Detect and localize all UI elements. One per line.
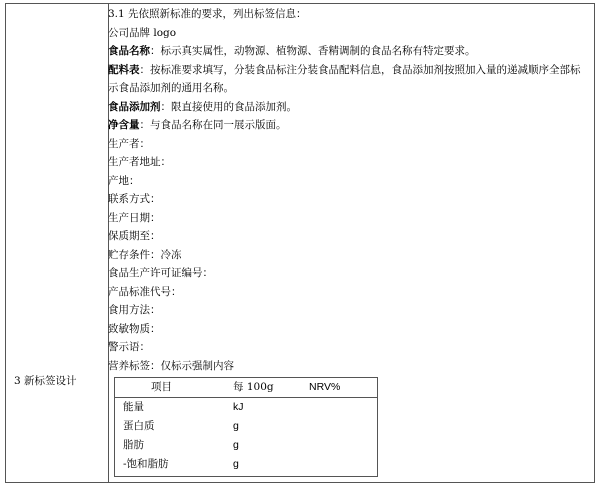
field-contact: 联系方式：	[108, 193, 161, 205]
nutrition-table-header	[115, 378, 377, 398]
nutrition-table	[114, 377, 378, 477]
field-usage: 食用方法：	[108, 304, 161, 316]
row-name: 蛋白质	[123, 420, 155, 432]
row-name: 能量	[123, 401, 144, 413]
field-storage: 贮存条件：冷冻	[108, 248, 182, 261]
table-row	[115, 455, 377, 474]
header-per-100g: 每 100g	[233, 381, 274, 393]
table-row	[115, 417, 377, 436]
ingredients-label: 配料表	[108, 63, 140, 76]
field-license-number: 食品生产许可证编号：	[108, 267, 213, 279]
field-nutrition-label: 营养标签：仅标示强制内容	[108, 359, 234, 372]
food-name-line	[108, 42, 586, 61]
additives-text: ：限直接使用的食品添加剂。	[160, 100, 297, 113]
net-content-label: 净含量	[108, 119, 140, 131]
row-unit: g	[233, 439, 239, 451]
additives-line	[108, 98, 586, 117]
header-item: 项目	[151, 381, 172, 393]
row-name: -饱和脂肪	[123, 458, 169, 470]
table-row	[115, 436, 377, 455]
field-producer: 生产者：	[108, 137, 150, 150]
ingredients-text: ：按标准要求填写，分装食品标注分装食品配料信息，食品添加剂按照加入量的递减顺序全部标示食品添加剂的通用名称。	[108, 63, 581, 94]
row-unit: kJ	[233, 401, 244, 413]
row-unit: g	[233, 420, 239, 432]
content-cell	[108, 5, 586, 375]
food-name-label: 食品名称	[108, 45, 150, 57]
net-content-text: ：与食品名称在同一展示版面。	[139, 119, 287, 131]
net-content-line	[108, 116, 586, 135]
food-name-text: ：标示真实属性，动物源、植物源、香精调制的食品名称有特定要求。	[150, 45, 476, 57]
section-label-cell	[6, 4, 109, 482]
section-label: 3 新标签设计	[14, 375, 77, 387]
ingredients-line	[108, 61, 586, 98]
field-best-before: 保质期至：	[108, 230, 161, 242]
brand-line: 公司品牌 logo	[108, 26, 177, 39]
field-producer-address: 生产者地址：	[108, 156, 171, 168]
table-row	[115, 398, 377, 417]
field-standard-code: 产品标准代号：	[108, 285, 182, 298]
field-allergens: 致敏物质：	[108, 322, 161, 335]
row-name: 脂肪	[123, 439, 144, 451]
row-unit: g	[233, 458, 239, 470]
intro-line: 3.1 先依照新标准的要求，列出标签信息：	[108, 8, 307, 20]
field-production-date: 生产日期：	[108, 211, 161, 224]
additives-label: 食品添加剂	[108, 100, 161, 113]
field-warning: 警示语：	[108, 341, 150, 353]
header-nrv: NRV%	[309, 381, 341, 393]
field-origin: 产地：	[108, 174, 140, 187]
